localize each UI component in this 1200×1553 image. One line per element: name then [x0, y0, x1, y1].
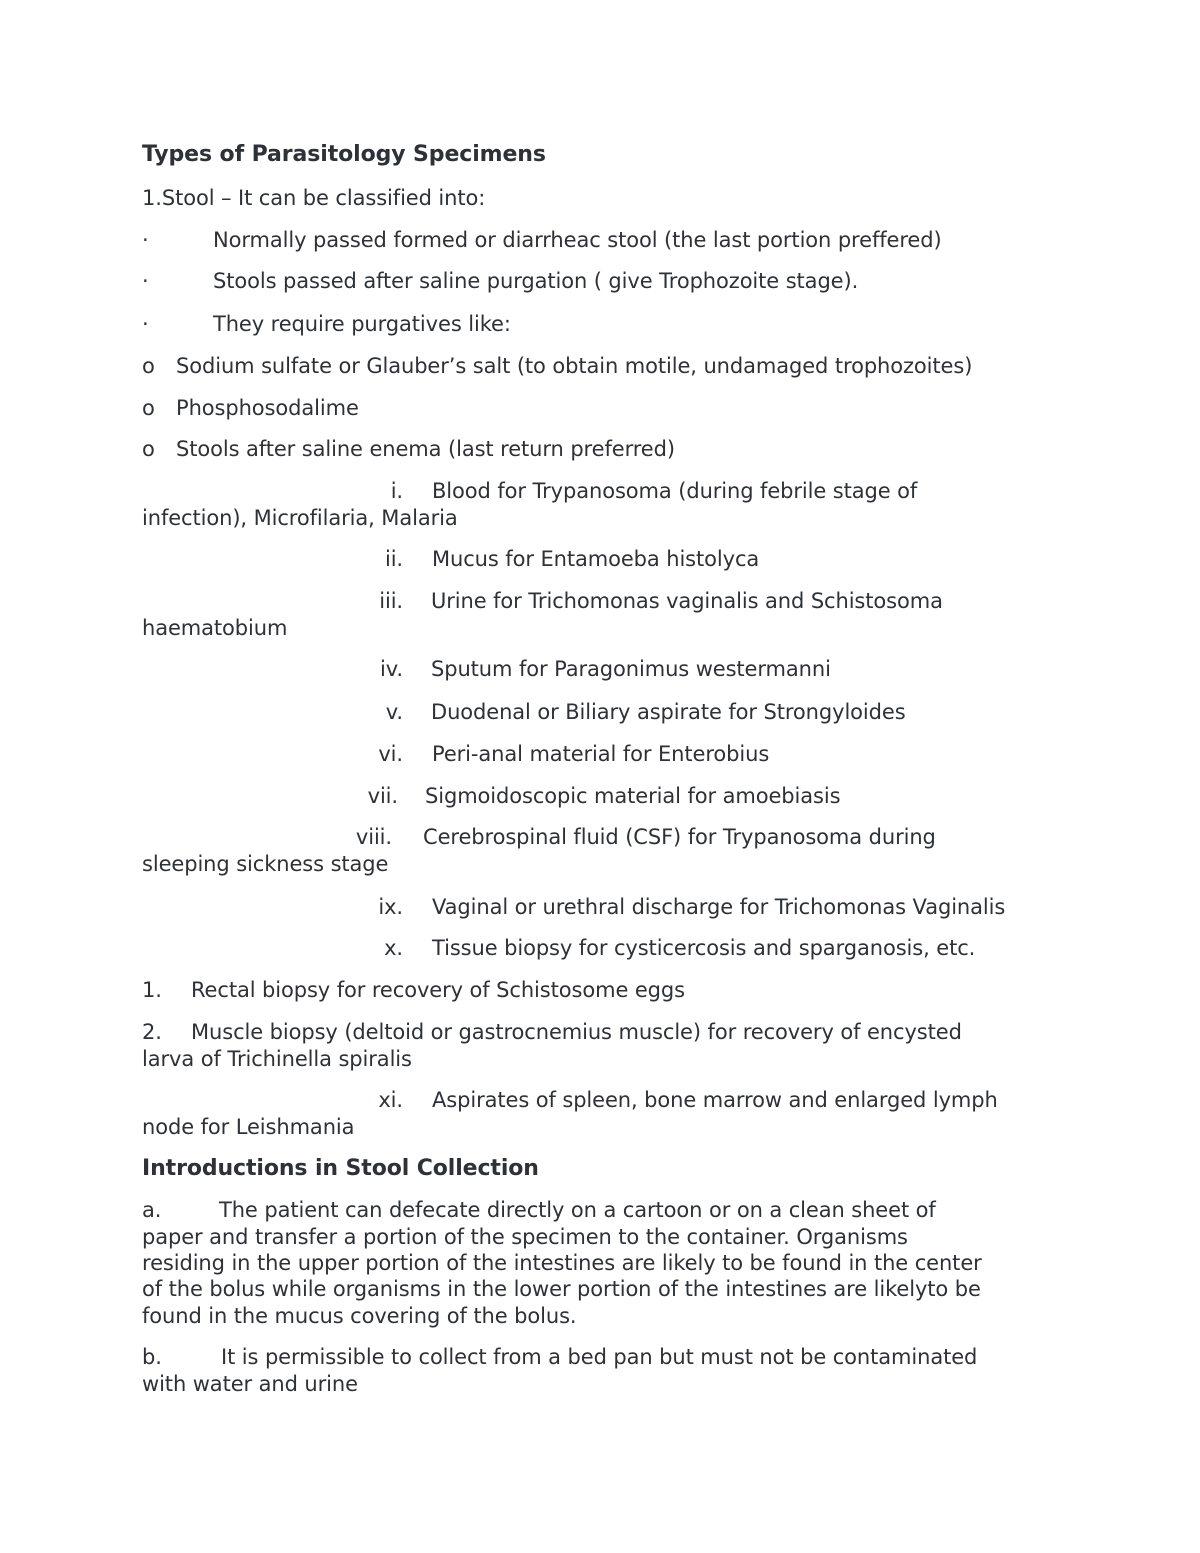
roman-numeral: ii.	[384, 547, 403, 571]
roman-continuation: sleeping sickness stage	[142, 852, 389, 876]
bullet-text: They require purgatives like:	[213, 312, 511, 336]
paragraph-line: found in the mucus covering of the bolus.	[142, 1304, 577, 1328]
sub-bullet-text: Sodium sulfate or Glauber’s salt (to obtain motile, undamaged trophozoites)	[176, 354, 973, 378]
item-text: Muscle biopsy (deltoid or gastrocnemius muscle) for recovery of encysted	[191, 1020, 962, 1044]
roman-continuation: haematobium	[142, 616, 288, 640]
roman-text: Sigmoidoscopic material for amoebiasis	[425, 784, 841, 808]
paragraph-line: paper and transfer a portion of the specimen to the container. Organisms	[142, 1225, 908, 1249]
roman-numeral: viii.	[355, 825, 392, 849]
roman-text: Aspirates of spleen, bone marrow and enlarged lymph	[432, 1088, 998, 1112]
roman-text: Urine for Trichomonas vaginalis and Schistosoma	[431, 589, 943, 613]
roman-continuation: node for Leishmania	[142, 1115, 355, 1139]
numbered-continuation: larva of Trichinella spiralis	[142, 1047, 412, 1071]
bullet-marker: ·	[142, 228, 149, 252]
roman-text: Tissue biopsy for cysticercosis and sparganosis, etc.	[432, 936, 976, 960]
roman-numeral: i.	[390, 479, 403, 503]
item-number: 2.	[142, 1020, 162, 1044]
roman-text: Vaginal or urethral discharge for Trichomonas Vaginalis	[432, 895, 1006, 919]
roman-numeral: iii.	[379, 589, 403, 613]
roman-continuation: infection), Microfilaria, Malaria	[142, 506, 458, 530]
section-heading: Introductions in Stool Collection	[142, 1156, 539, 1181]
item-text: Rectal biopsy for recovery of Schistosome eggs	[191, 978, 685, 1002]
item-text: It is permissible to collect from a bed pan but must not be contaminated	[221, 1345, 978, 1369]
roman-numeral: x.	[384, 936, 403, 960]
item-letter: b.	[142, 1345, 162, 1369]
page-title: Types of Parasitology Specimens	[142, 142, 546, 167]
bullet-text: Normally passed formed or diarrheac stool (the last portion preffered)	[213, 228, 942, 252]
roman-text: Cerebrospinal fluid (CSF) for Trypanosoma during	[423, 825, 936, 849]
roman-text: Blood for Trypanosoma (during febrile stage of	[432, 479, 918, 503]
roman-numeral: ix.	[378, 895, 403, 919]
bullet-marker: ·	[142, 312, 149, 336]
roman-numeral: v.	[385, 700, 403, 724]
sub-bullet-marker: o	[142, 354, 155, 378]
sub-bullet-text: Phosphosodalime	[176, 396, 359, 420]
roman-numeral: vii.	[367, 784, 398, 808]
bullet-marker: ·	[142, 269, 149, 293]
sub-bullet-marker: o	[142, 437, 155, 461]
paragraph-line: residing in the upper portion of the intestines are likely to be found in the center	[142, 1251, 982, 1275]
stool-intro: 1.Stool – It can be classified into:	[142, 186, 486, 210]
sub-bullet-marker: o	[142, 396, 155, 420]
item-letter: a.	[142, 1198, 162, 1222]
roman-text: Peri-anal material for Enterobius	[432, 742, 770, 766]
item-text: The patient can defecate directly on a cartoon or on a clean sheet of	[219, 1198, 936, 1222]
paragraph-line: with water and urine	[142, 1372, 358, 1396]
roman-text: Sputum for Paragonimus westermanni	[431, 657, 831, 681]
item-number: 1.	[142, 978, 162, 1002]
roman-numeral: vi.	[378, 742, 403, 766]
roman-numeral: xi.	[378, 1088, 403, 1112]
sub-bullet-text: Stools after saline enema (last return preferred)	[176, 437, 675, 461]
roman-text: Duodenal or Biliary aspirate for Strongyloides	[431, 700, 906, 724]
bullet-text: Stools passed after saline purgation ( give Trophozoite stage).	[213, 269, 859, 293]
roman-numeral: iv.	[379, 657, 403, 681]
paragraph-line: of the bolus while organisms in the lower portion of the intestines are likelyto be	[142, 1277, 981, 1301]
roman-text: Mucus for Entamoeba histolyca	[432, 547, 760, 571]
